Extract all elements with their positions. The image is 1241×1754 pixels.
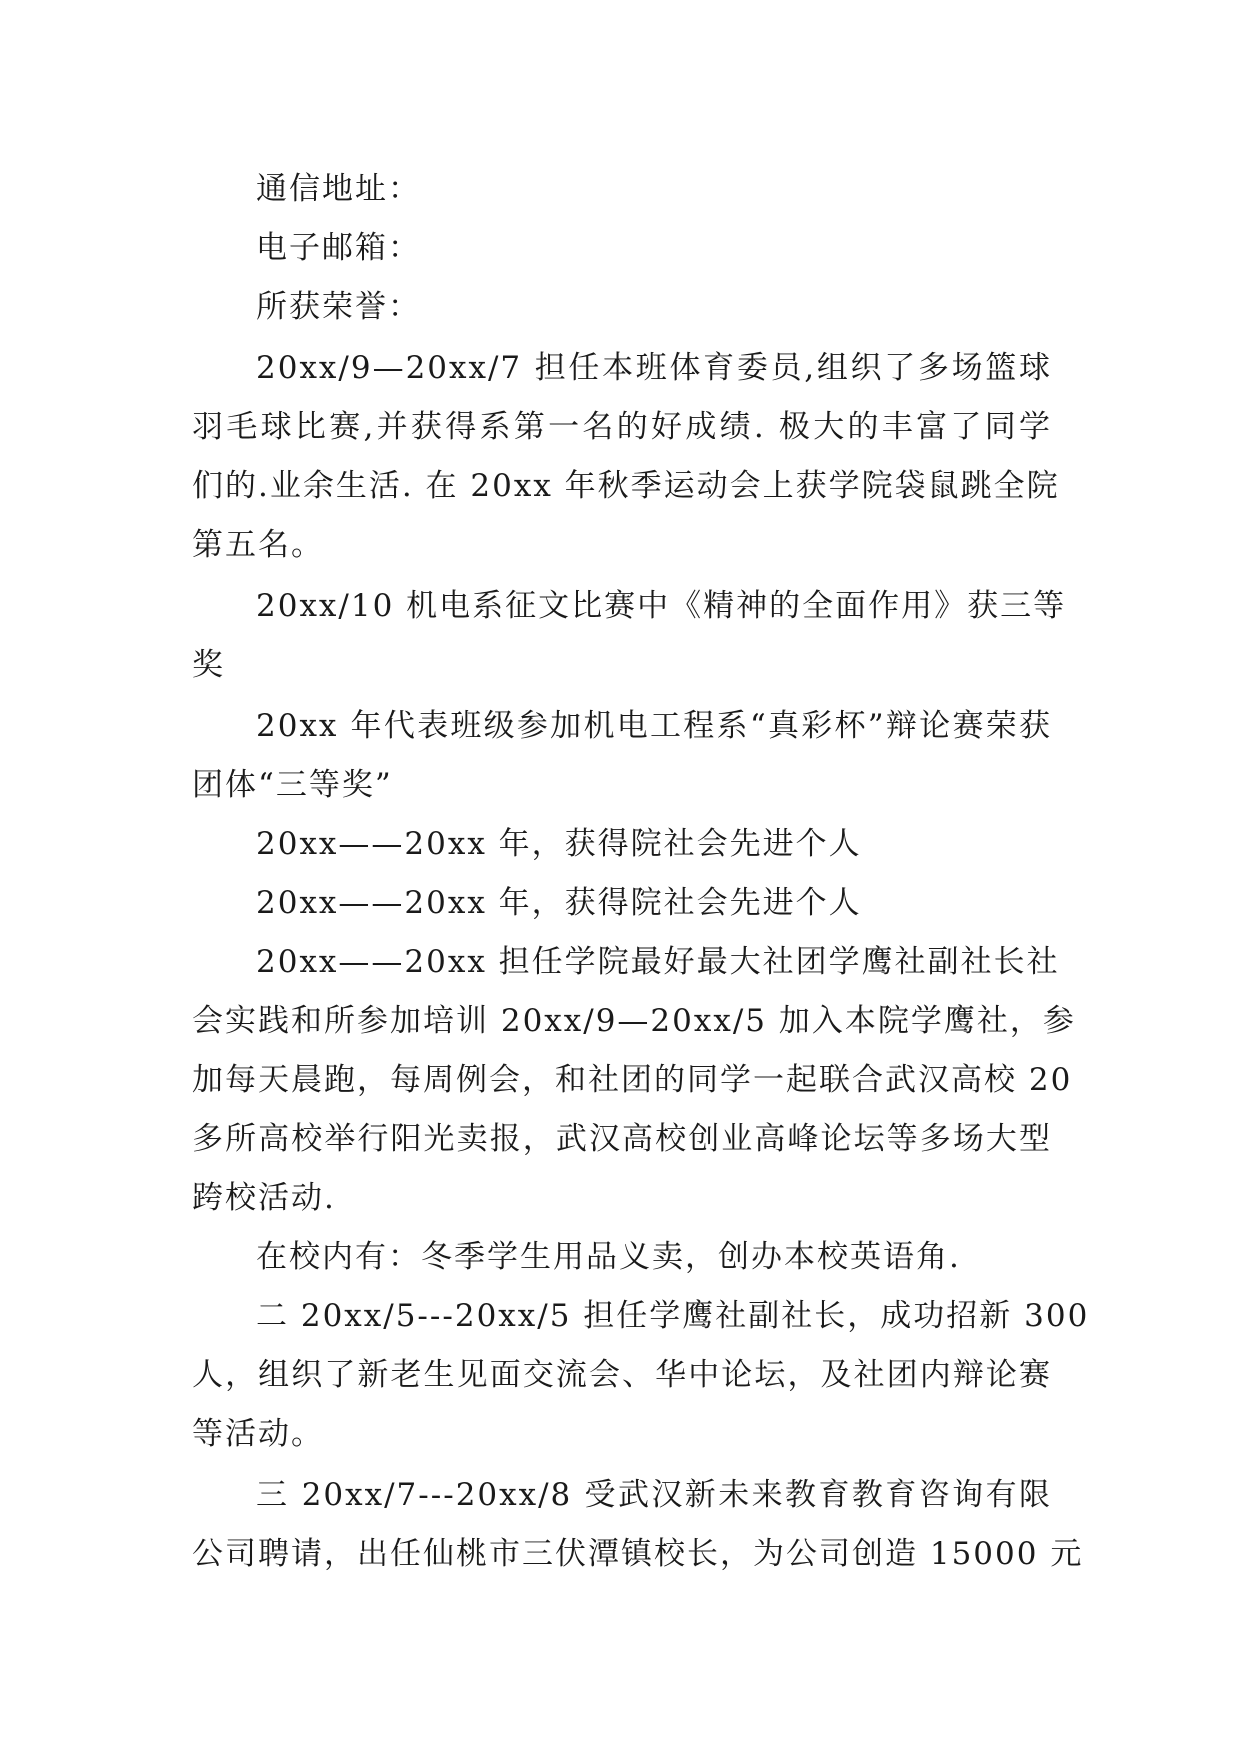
paragraph-line: 跨校活动. [192,1180,336,1216]
paragraph-line: 人，组织了新老生见面交流会、华中论坛，及社团内辩论赛 [192,1357,1052,1393]
email-label: 电子邮箱： [256,230,421,266]
paragraph-line: 多所高校举行阳光卖报，武汉高校创业高峰论坛等多场大型 [192,1121,1052,1157]
paragraph-line: 20xx——20xx 年，获得院社会先进个人 [256,826,862,862]
paragraph-line: 公司聘请，出任仙桃市三伏潭镇校长，为公司创造 15000 元 [192,1536,1084,1572]
document-body [192,160,1090,1584]
paragraph-line: 20xx——20xx 年，获得院社会先进个人 [256,885,862,921]
paragraph-line: 加每天晨跑，每周例会，和社团的同学一起联合武汉高校 20 [192,1062,1073,1098]
paragraph-line: 20xx——20xx 担任学院最好最大社团学鹰社副社长社 [256,944,1060,980]
paragraph-line: 在校内有：冬季学生用品义卖，创办本校英语角. [256,1239,961,1275]
paragraph-line: 20xx/9—20xx/7 担任本班体育委员,组织了多场篮球 [256,350,1052,386]
paragraph-line: 会实践和所参加培训 20xx/9—20xx/5 加入本院学鹰社，参 [192,1003,1076,1039]
paragraph-line: 20xx/10 机电系征文比赛中《精神的全面作用》获三等 [256,588,1067,624]
honors-label: 所获荣誉： [256,289,421,325]
paragraph-line: 团体“三等奖” [192,767,393,803]
paragraph-line: 20xx 年代表班级参加机电工程系“真彩杯”辩论赛荣获 [256,708,1052,744]
paragraph-line: 等活动。 [192,1416,324,1452]
paragraph-line: 第五名。 [192,527,324,563]
paragraph-line: 奖 [192,647,225,683]
paragraph-line: 三 20xx/7---20xx/8 受武汉新未来教育教育咨询有限 [256,1477,1052,1513]
address-label: 通信地址： [256,171,421,207]
paragraph-line: 二 20xx/5---20xx/5 担任学鹰社副社长，成功招新 300 [256,1298,1090,1334]
paragraph-line: 羽毛球比赛,并获得系第一名的好成绩. 极大的丰富了同学 [192,409,1052,445]
paragraph-line: 们的.业余生活. 在 20xx 年秋季运动会上获学院袋鼠跳全院 [192,468,1060,504]
